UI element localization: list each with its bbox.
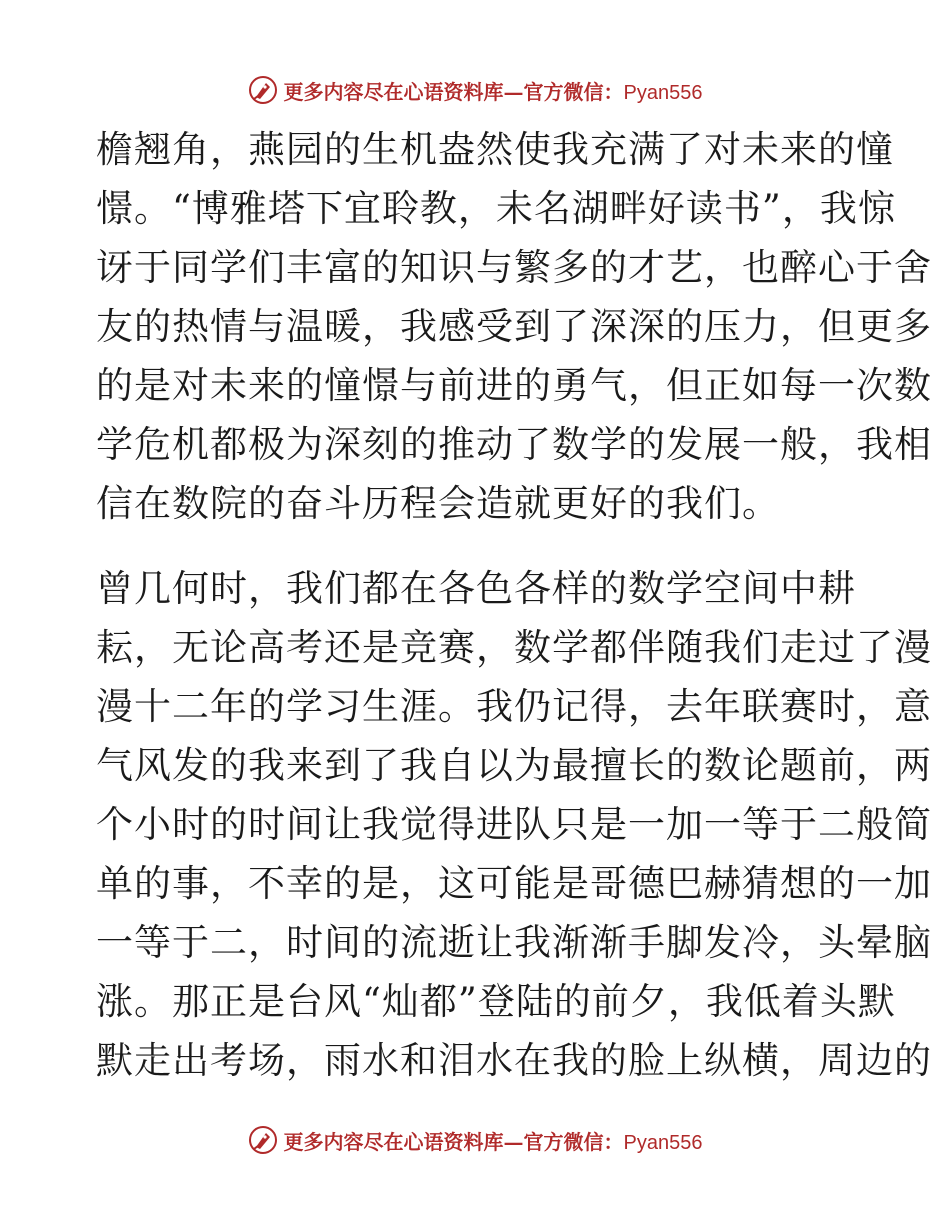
paragraph-spacer (96, 533, 856, 559)
text-line: 信在数院的奋斗历程会造就更好的我们。 (96, 482, 780, 525)
text-line: 单的事，不幸的是，这可能是哥德巴赫猜想的一加 (96, 862, 932, 905)
text-line: 耘，无论高考还是竞赛，数学都伴随我们走过了漫 (96, 626, 932, 669)
paragraph-2 (96, 559, 932, 1090)
banner-label (284, 76, 703, 105)
paragraph-1 (96, 120, 932, 533)
text-line: 友的热情与温暖，我感受到了深深的压力，但更多 (96, 305, 932, 348)
banner-wechat-id: Pyan556 (623, 81, 703, 104)
text-line: 一等于二，时间的流逝让我渐渐手脚发冷，头晕脑 (96, 921, 932, 964)
text-line: 讶于同学们丰富的知识与繁多的才艺，也醉心于舍 (96, 246, 932, 289)
banner-text: 更多内容尽在心语资料库—官方微信： (283, 1129, 624, 1154)
banner-wechat-id: Pyan556 (623, 1131, 703, 1154)
banner-label (284, 1126, 703, 1155)
document-body (96, 120, 932, 1090)
text-line: 憬。“博雅塔下宜聆教，未名湖畔好读书”，我惊 (96, 187, 896, 230)
text-line: 檐翘角，燕园的生机盎然使我充满了对未来的憧 (96, 128, 894, 171)
text-line: 漫十二年的学习生涯。我仍记得，去年联赛时，意 (96, 685, 932, 728)
text-line: 的是对未来的憧憬与前进的勇气，但正如每一次数 (96, 364, 932, 407)
pen-nib-logo-icon (248, 75, 278, 105)
pen-nib-logo-icon (248, 1125, 278, 1155)
banner-text: 更多内容尽在心语资料库—官方微信： (283, 79, 624, 104)
text-line: 个小时的时间让我觉得进队只是一加一等于二般简 (96, 803, 932, 846)
text-line: 默走出考场，雨水和泪水在我的脸上纵横，周边的 (96, 1039, 932, 1082)
text-line: 气风发的我来到了我自以为最擅长的数论题前，两 (96, 744, 932, 787)
header-watermark-banner (0, 70, 950, 110)
text-line: 学危机都极为深刻的推动了数学的发展一般，我相 (96, 423, 932, 466)
text-line: 曾几何时，我们都在各色各样的数学空间中耕 (96, 567, 856, 610)
footer-watermark-banner (0, 1120, 950, 1160)
text-line: 涨。那正是台风“灿都”登陆的前夕，我低着头默 (96, 980, 896, 1023)
